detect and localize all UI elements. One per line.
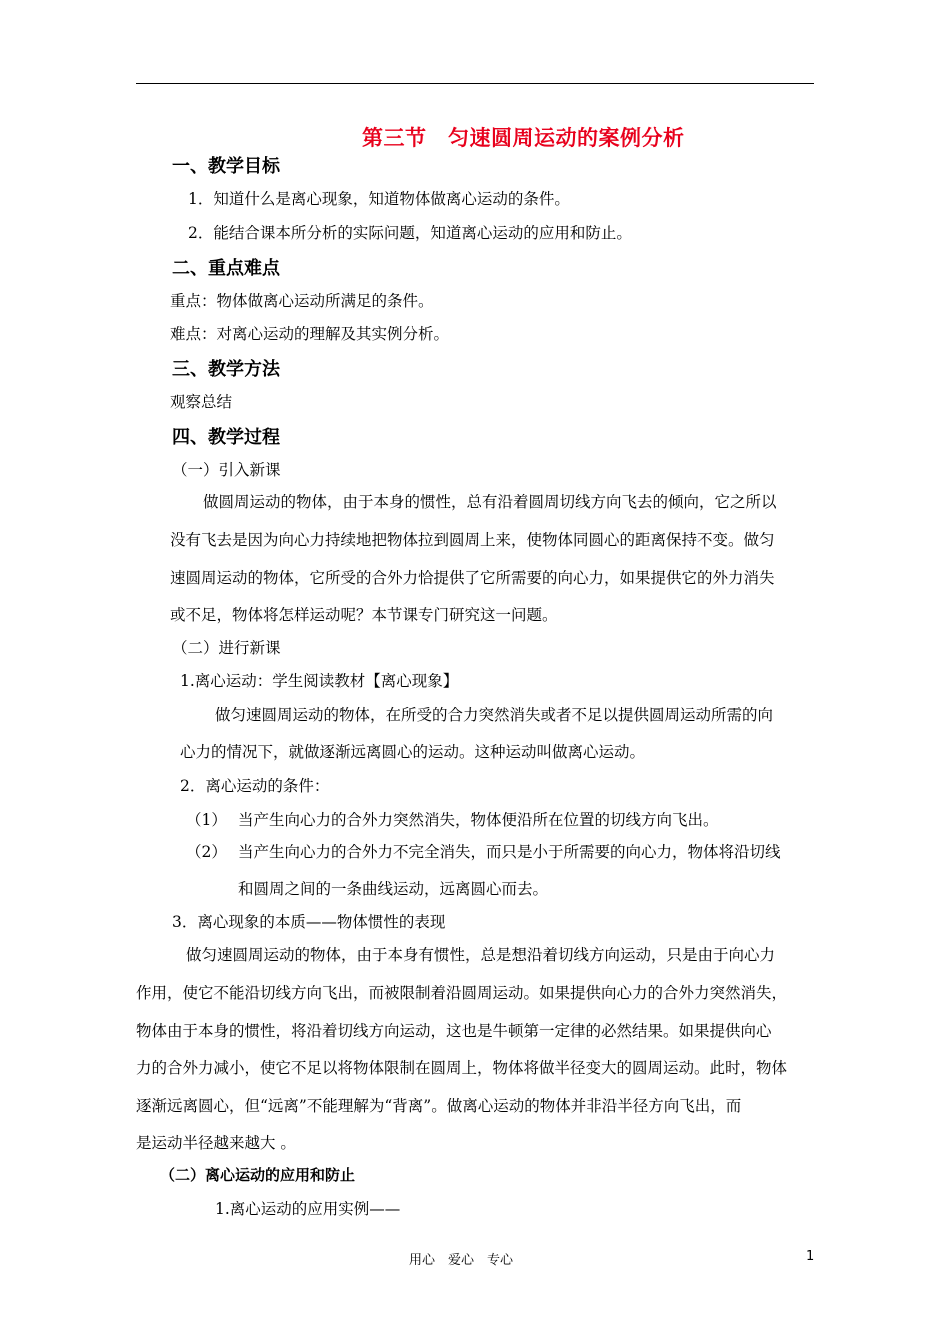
paragraph-line: 速圆周运动的物体，它所受的合外力恰提供了它所需要的向心力，如果提供它的外力消失 <box>170 569 775 587</box>
application-heading: （二）离心运动的应用和防止 <box>160 1166 356 1184</box>
paragraph-line: 做圆周运动的物体，由于本身的惯性，总有沿着圆周切线方向飞去的倾向，它之所以 <box>203 493 777 511</box>
heading-teaching-goals: 一、教学目标 <box>172 156 280 177</box>
paragraph-line: 心力的情况下，就做逐渐远离圆心的运动。这种运动叫做离心运动。 <box>180 743 646 761</box>
document-title: 第三节 匀速圆周运动的案例分析 <box>362 126 685 150</box>
intro-label: （一）引入新课 <box>172 461 281 479</box>
heading-teaching-process: 四、教学过程 <box>172 427 280 448</box>
condition-text: 当产生向心力的合外力不完全消失，而只是小于所需要的向心力，物体将沿切线 <box>238 843 781 861</box>
paragraph-line: 做匀速圆周运动的物体，由于本身有惯性，总是想沿着切线方向运动，只是由于向心力 <box>186 946 776 964</box>
essence-title: 3．离心现象的本质——物体惯性的表现 <box>172 913 446 931</box>
new-lesson-label: （二）进行新课 <box>172 639 281 657</box>
page-footer: 用心 爱心 专心 <box>409 1253 514 1268</box>
condition-number: （1） <box>186 811 227 829</box>
method-text: 观察总结 <box>170 393 233 411</box>
header-rule <box>136 83 814 84</box>
paragraph-line: 物体由于本身的惯性，将沿着切线方向运动，这也是牛顿第一定律的必然结果。如果提供向心 <box>136 1022 772 1040</box>
paragraph-line: 作用，使它不能沿切线方向飞出，而被限制着沿圆周运动。如果提供向心力的合外力突然消失， <box>136 984 788 1002</box>
condition-number: （2） <box>186 843 227 861</box>
conditions-title: 2．离心运动的条件： <box>180 777 330 795</box>
key-point-text: 重点：物体做离心运动所满足的条件。 <box>170 292 434 310</box>
paragraph-line: 没有飞去是因为向心力持续地把物体拉到圆周上来，使物体同圆心的距离保持不变。做匀 <box>170 531 775 549</box>
paragraph-line: 力的合外力减小，使它不足以将物体限制在圆周上，物体将做半径变大的圆周运动。此时，物体 <box>136 1059 788 1077</box>
goal-item: 2．能结合课本所分析的实际问题，知道离心运动的应用和防止。 <box>188 224 632 242</box>
paragraph-line: 或不足，物体将怎样运动呢？本节课专门研究这一问题。 <box>170 606 558 624</box>
difficult-point-text: 难点：对离心运动的理解及其实例分析。 <box>170 325 450 343</box>
heading-key-points: 二、重点难点 <box>172 258 280 279</box>
paragraph-line: 是运动半径越来越大 。 <box>136 1134 296 1152</box>
application-item: 1.离心运动的应用实例—— <box>215 1200 401 1218</box>
heading-teaching-method: 三、教学方法 <box>172 359 280 380</box>
condition-text: 和圆周之间的一条曲线运动，远离圆心而去。 <box>238 880 549 898</box>
centrifugal-title: 1.离心运动：学生阅读教材【离心现象】 <box>180 672 459 690</box>
paragraph-line: 逐渐远离圆心，但“远离”不能理解为“背离”。做离心运动的物体并非沿半径方向飞出，而 <box>136 1097 742 1115</box>
condition-text: 当产生向心力的合外力突然消失，物体便沿所在位置的切线方向飞出。 <box>238 811 719 829</box>
goal-item: 1．知道什么是离心现象，知道物体做离心运动的条件。 <box>188 190 570 208</box>
paragraph-line: 做匀速圆周运动的物体，在所受的合力突然消失或者不足以提供圆周运动所需的向 <box>215 706 774 724</box>
page-number: 1 <box>806 1249 815 1264</box>
